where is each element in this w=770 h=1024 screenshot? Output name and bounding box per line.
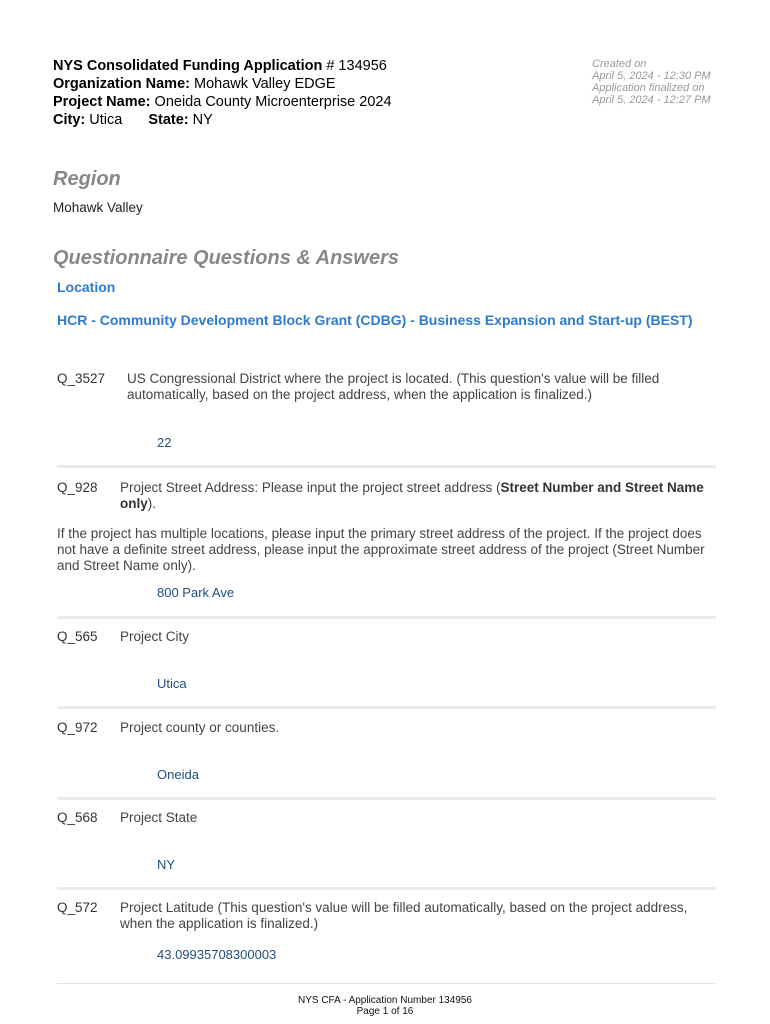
question-divider [57,616,716,619]
question-id: Q_928 [57,480,98,495]
question-text: US Congressional District where the project is located. (This question's value will be filled automatically, based on the project address, when the application is finalized.) [127,371,660,402]
question-id: Q_572 [57,900,98,915]
question-divider [57,797,716,800]
program-heading: HCR - Community Development Block Grant (CDBG) - Business Expansion and Start-up (BEST) [57,312,693,328]
organization-name: Mohawk Valley EDGE [194,76,336,92]
application-header [53,57,513,129]
question-answer: Utica [157,676,187,691]
page-footer [0,995,770,1017]
question-text [120,480,710,512]
created-label: Created on [592,58,647,70]
question-id: Q_568 [57,810,98,825]
state-label: State: [148,112,189,128]
question-divider [57,706,716,709]
project-name: Oneida County Microenterprise 2024 [154,94,392,110]
region-title: Region [53,168,121,190]
question-id: Q_565 [57,629,98,644]
page-number: Page 1 of 16 [356,1006,414,1017]
question-divider [57,465,716,468]
city-label: City: [53,112,86,128]
question-answer: 800 Park Ave [157,585,235,600]
project-line [53,93,513,111]
question-text: Project county or counties. [120,720,280,735]
question-answer: NY [157,857,176,872]
question-text-start: Project Street Address: Please input the project street address ( [120,480,501,495]
question-answer: Oneida [157,767,199,782]
question-id: Q_3527 [57,371,106,386]
question-text: Project State [120,810,198,825]
question-divider [57,983,716,984]
question-answer: 22 [157,435,172,450]
application-number: # 134956 [326,58,387,74]
question-text: Project Latitude (This question's value will be filled automatically, based on the project address, when the application is finalized.) [120,900,688,931]
question-text: Project City [120,629,190,644]
created-date: April 5, 2024 - 12:30 PM [592,70,711,82]
organization-line [53,75,513,93]
question-answer: 43.09935708300003 [157,947,277,962]
city-value: Utica [89,112,123,128]
footer-application-number: NYS CFA - Application Number 134956 [298,995,472,1006]
organization-label: Organization Name: [53,76,190,92]
question-text-end: ). [147,496,157,511]
finalized-label: Application finalized on [592,82,705,94]
question-divider [57,887,716,890]
question-note: If the project has multiple locations, please input the primary street address of the project. If the project does not have a definite street address, please input the approximate street address of the project (Street Number and Street Name only). [57,526,705,573]
project-label: Project Name: [53,94,151,110]
question-id: Q_972 [57,720,98,735]
location-heading: Location [57,279,116,295]
region-value: Mohawk Valley [53,200,143,215]
application-number-line [53,57,513,75]
finalized-date: April 5, 2024 - 12:27 PM [592,94,711,106]
question-text-bold: Street Number and Street Name only [120,480,704,511]
questionnaire-title: Questionnaire Questions & Answers [53,247,400,269]
state-value: NY [192,112,213,128]
city-state-line [53,111,513,129]
application-label: NYS Consolidated Funding Application [53,58,323,74]
application-meta [592,58,762,106]
